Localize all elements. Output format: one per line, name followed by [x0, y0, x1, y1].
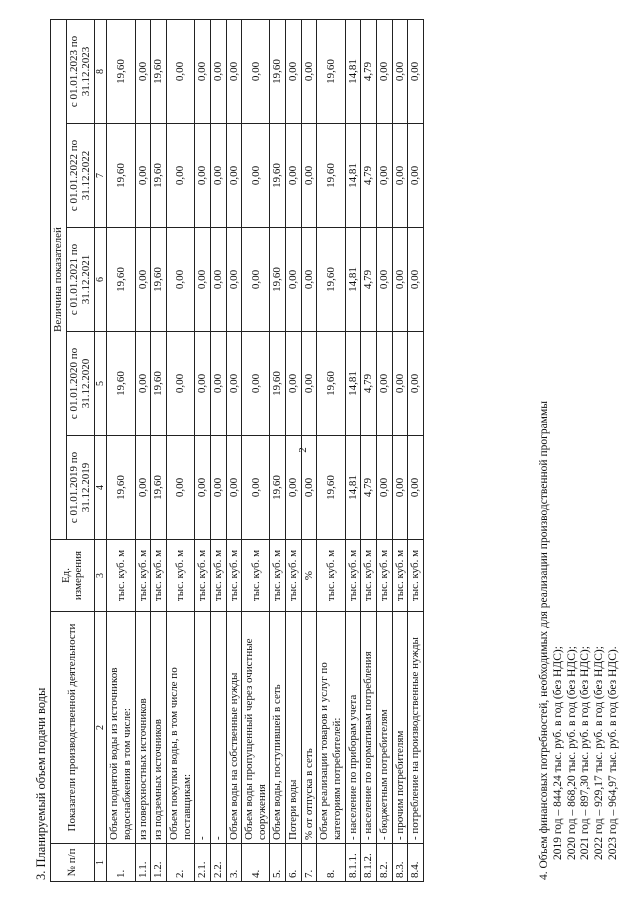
- row-indicator: Объем воды, поступившей в сеть: [270, 612, 286, 844]
- row-value: 0,00: [226, 332, 242, 436]
- row-value: 0,00: [242, 332, 270, 436]
- row-value: 0,00: [226, 20, 242, 124]
- row-value: 0,00: [392, 228, 408, 332]
- row-number: 7.: [301, 844, 317, 882]
- financial-year-line: 2021 год – 897,30 тыс. руб. в год (без НДС);: [579, 646, 592, 860]
- row-indicator: Объем поднятой воды из источников водоснабжения в том числе:: [107, 612, 135, 844]
- row-value: 4,79: [361, 436, 377, 540]
- row-value: 0,00: [392, 20, 408, 124]
- table-row: [210, 20, 226, 882]
- table-row: [361, 20, 377, 882]
- row-value: 19,60: [107, 228, 135, 332]
- row-unit: тыс. куб. м: [195, 540, 211, 612]
- row-indicator: - прочим потребителям: [392, 612, 408, 844]
- row-unit: тыс. куб. м: [392, 540, 408, 612]
- row-value: 0,00: [301, 332, 317, 436]
- table-row: [242, 20, 270, 882]
- row-number: 2.1.: [195, 844, 211, 882]
- rotated-page-content: [30, 10, 630, 890]
- row-value: 0,00: [135, 228, 151, 332]
- row-value: 0,00: [210, 124, 226, 228]
- row-number: 8.3.: [392, 844, 408, 882]
- table-row: [166, 20, 194, 882]
- row-number: 6.: [286, 844, 302, 882]
- row-number: 8.4.: [408, 844, 424, 882]
- row-value: 4,79: [361, 20, 377, 124]
- row-value: 14,81: [345, 436, 361, 540]
- row-number: 4.: [242, 844, 270, 882]
- table-row: [195, 20, 211, 882]
- row-value: 0,00: [242, 228, 270, 332]
- row-value: 14,81: [345, 228, 361, 332]
- financial-needs-years: [552, 20, 621, 880]
- row-value: 0,00: [195, 20, 211, 124]
- row-unit: тыс. куб. м: [345, 540, 361, 612]
- row-indicator: - население по приборам учета: [345, 612, 361, 844]
- row-value: 19,60: [317, 228, 345, 332]
- row-value: 0,00: [301, 436, 317, 540]
- financial-year-line: 2019 год – 844,24 тыс. руб. в год (без НДС);: [551, 646, 564, 860]
- row-value: 0,00: [392, 332, 408, 436]
- row-value: 19,60: [107, 332, 135, 436]
- row-number: 8.1.1.: [345, 844, 361, 882]
- header-no: № п/п: [51, 844, 95, 882]
- row-unit: тыс. куб. м: [135, 540, 151, 612]
- row-number: 5.: [270, 844, 286, 882]
- table-row: [151, 20, 167, 882]
- row-value: 0,00: [286, 436, 302, 540]
- row-unit: тыс. куб. м: [361, 540, 377, 612]
- row-indicator: - бюджетным потребителям: [376, 612, 392, 844]
- column-index: 2: [94, 612, 107, 844]
- row-value: 14,81: [345, 332, 361, 436]
- row-value: 0,00: [166, 436, 194, 540]
- table-row: [226, 20, 242, 882]
- row-value: 19,60: [270, 332, 286, 436]
- row-indicator: % от отпуска в сеть: [301, 612, 317, 844]
- row-value: 0,00: [301, 20, 317, 124]
- table-row: [317, 20, 345, 882]
- row-indicator: Объем покупки воды, в том числе по поставщикам:: [166, 612, 194, 844]
- row-value: 0,00: [301, 124, 317, 228]
- row-value: 0,00: [210, 228, 226, 332]
- column-index: 8: [94, 20, 107, 124]
- header-period: с 01.01.2023 по 31.12.2023: [66, 20, 94, 124]
- table-row: [135, 20, 151, 882]
- row-value: 19,60: [151, 20, 167, 124]
- row-value: 0,00: [376, 332, 392, 436]
- row-value: 0,00: [376, 20, 392, 124]
- row-unit: тыс. куб. м: [226, 540, 242, 612]
- row-value: 0,00: [135, 436, 151, 540]
- column-index: 6: [94, 228, 107, 332]
- header-unit: Ед. измерения: [51, 540, 95, 612]
- row-value: 0,00: [286, 332, 302, 436]
- row-value: 19,60: [270, 228, 286, 332]
- header-period: с 01.01.2022 по 31.12.2022: [66, 124, 94, 228]
- row-number: 3.: [226, 844, 242, 882]
- row-value: 0,00: [166, 124, 194, 228]
- row-indicator: Объем воды на собственные нужды: [226, 612, 242, 844]
- row-value: 0,00: [408, 20, 424, 124]
- table-row: [270, 20, 286, 882]
- row-unit: тыс. куб. м: [376, 540, 392, 612]
- row-value: 14,81: [345, 124, 361, 228]
- row-indicator: Объем воды пропущенный через очистные сооружения: [242, 612, 270, 844]
- table-body: [107, 20, 423, 882]
- row-value: 19,60: [151, 436, 167, 540]
- row-value: 0,00: [226, 124, 242, 228]
- row-value: 19,60: [107, 436, 135, 540]
- row-number: 8.1.2.: [361, 844, 377, 882]
- row-value: 0,00: [408, 436, 424, 540]
- row-unit: тыс. куб. м: [151, 540, 167, 612]
- row-value: 0,00: [392, 436, 408, 540]
- header-values-group: Величина показателей: [51, 20, 67, 540]
- table-row: [408, 20, 424, 882]
- row-indicator: из поверхностных источников: [135, 612, 151, 844]
- row-value: 4,79: [361, 124, 377, 228]
- row-value: 0,00: [242, 436, 270, 540]
- row-number: 8.2.: [376, 844, 392, 882]
- row-unit: %: [301, 540, 317, 612]
- row-value: 4,79: [361, 228, 377, 332]
- column-index: 1: [94, 844, 107, 882]
- row-value: 0,00: [195, 228, 211, 332]
- row-value: 0,00: [376, 228, 392, 332]
- row-value: 0,00: [376, 436, 392, 540]
- row-value: 0,00: [135, 332, 151, 436]
- row-number: 1.: [107, 844, 135, 882]
- header-period: с 01.01.2021 по 31.12.2021: [66, 228, 94, 332]
- row-indicator: - потребление на производственные нужды: [408, 612, 424, 844]
- row-value: 19,60: [151, 124, 167, 228]
- table-row: [376, 20, 392, 882]
- table-row: [286, 20, 302, 882]
- financial-year-line: 2022 год – 929,17 тыс. руб. в год (без НДС);: [593, 646, 606, 860]
- financial-needs-section: [538, 20, 621, 880]
- table-row: [107, 20, 135, 882]
- row-value: 0,00: [226, 436, 242, 540]
- table-row: [392, 20, 408, 882]
- row-value: 19,60: [151, 228, 167, 332]
- column-index-row: [94, 20, 107, 882]
- section-title: 3. Планируемый объем подачи воды: [34, 687, 48, 880]
- row-unit: тыс. куб. м: [270, 540, 286, 612]
- row-value: 0,00: [195, 124, 211, 228]
- row-value: 0,00: [242, 124, 270, 228]
- water-supply-table: [50, 19, 424, 882]
- row-value: 0,00: [392, 124, 408, 228]
- row-value: 0,00: [195, 436, 211, 540]
- row-number: 2.2.: [210, 844, 226, 882]
- row-value: 19,60: [107, 124, 135, 228]
- page-number: 2: [296, 447, 309, 453]
- column-index: 5: [94, 332, 107, 436]
- row-value: 0,00: [166, 228, 194, 332]
- row-unit: тыс. куб. м: [210, 540, 226, 612]
- row-indicator: -: [195, 612, 211, 844]
- header-period: с 01.01.2019 по 31.12.2019: [66, 436, 94, 540]
- row-value: 0,00: [195, 332, 211, 436]
- row-number: 8.: [317, 844, 345, 882]
- row-unit: тыс. куб. м: [242, 540, 270, 612]
- financial-needs-heading: 4. Объем финансовых потребностей, необходимых для реализации производственной программы: [538, 401, 550, 880]
- column-index: 4: [94, 436, 107, 540]
- financial-year-line: 2023 год – 964,97 тыс. руб. в год (без НДС).: [606, 646, 619, 860]
- row-value: 0,00: [408, 228, 424, 332]
- row-value: 19,60: [270, 436, 286, 540]
- row-value: 19,60: [270, 20, 286, 124]
- row-indicator: из подземных источников: [151, 612, 167, 844]
- row-value: 0,00: [286, 124, 302, 228]
- row-value: 0,00: [135, 20, 151, 124]
- row-value: 0,00: [286, 20, 302, 124]
- financial-year-line: 2020 год – 868,20 тыс. руб. в год (без НДС);: [565, 646, 578, 860]
- row-value: 19,60: [317, 124, 345, 228]
- row-number: 2.: [166, 844, 194, 882]
- row-value: 14,81: [345, 20, 361, 124]
- row-value: 19,60: [107, 20, 135, 124]
- row-unit: тыс. куб. м: [317, 540, 345, 612]
- row-indicator: Объем реализации товаров и услуг по категориям потребителей:: [317, 612, 345, 844]
- row-unit: тыс. куб. м: [286, 540, 302, 612]
- row-value: 0,00: [408, 124, 424, 228]
- row-number: 1.1.: [135, 844, 151, 882]
- row-value: 19,60: [317, 332, 345, 436]
- row-value: 0,00: [135, 124, 151, 228]
- table-row: [345, 20, 361, 882]
- row-value: 19,60: [317, 436, 345, 540]
- row-value: 19,60: [317, 20, 345, 124]
- row-indicator: Потери воды: [286, 612, 302, 844]
- row-indicator: - население по нормативам потребления: [361, 612, 377, 844]
- row-value: 0,00: [376, 124, 392, 228]
- row-unit: тыс. куб. м: [107, 540, 135, 612]
- row-value: 0,00: [210, 436, 226, 540]
- row-value: 0,00: [408, 332, 424, 436]
- row-value: 0,00: [226, 228, 242, 332]
- row-value: 0,00: [242, 20, 270, 124]
- column-index: 3: [94, 540, 107, 612]
- row-value: 0,00: [166, 332, 194, 436]
- header-indicator: Показатели производственной деятельности: [51, 612, 95, 844]
- row-number: 1.2.: [151, 844, 167, 882]
- row-unit: тыс. куб. м: [408, 540, 424, 612]
- column-index: 7: [94, 124, 107, 228]
- row-value: 0,00: [210, 20, 226, 124]
- row-value: 19,60: [270, 124, 286, 228]
- row-indicator: -: [210, 612, 226, 844]
- header-period: с 01.01.2020 по 31.12.2020: [66, 332, 94, 436]
- row-value: 0,00: [301, 228, 317, 332]
- row-value: 4,79: [361, 332, 377, 436]
- row-unit: тыс. куб. м: [166, 540, 194, 612]
- row-value: 19,60: [151, 332, 167, 436]
- table-row: [301, 20, 317, 882]
- row-value: 0,00: [210, 332, 226, 436]
- row-value: 0,00: [286, 228, 302, 332]
- row-value: 0,00: [166, 20, 194, 124]
